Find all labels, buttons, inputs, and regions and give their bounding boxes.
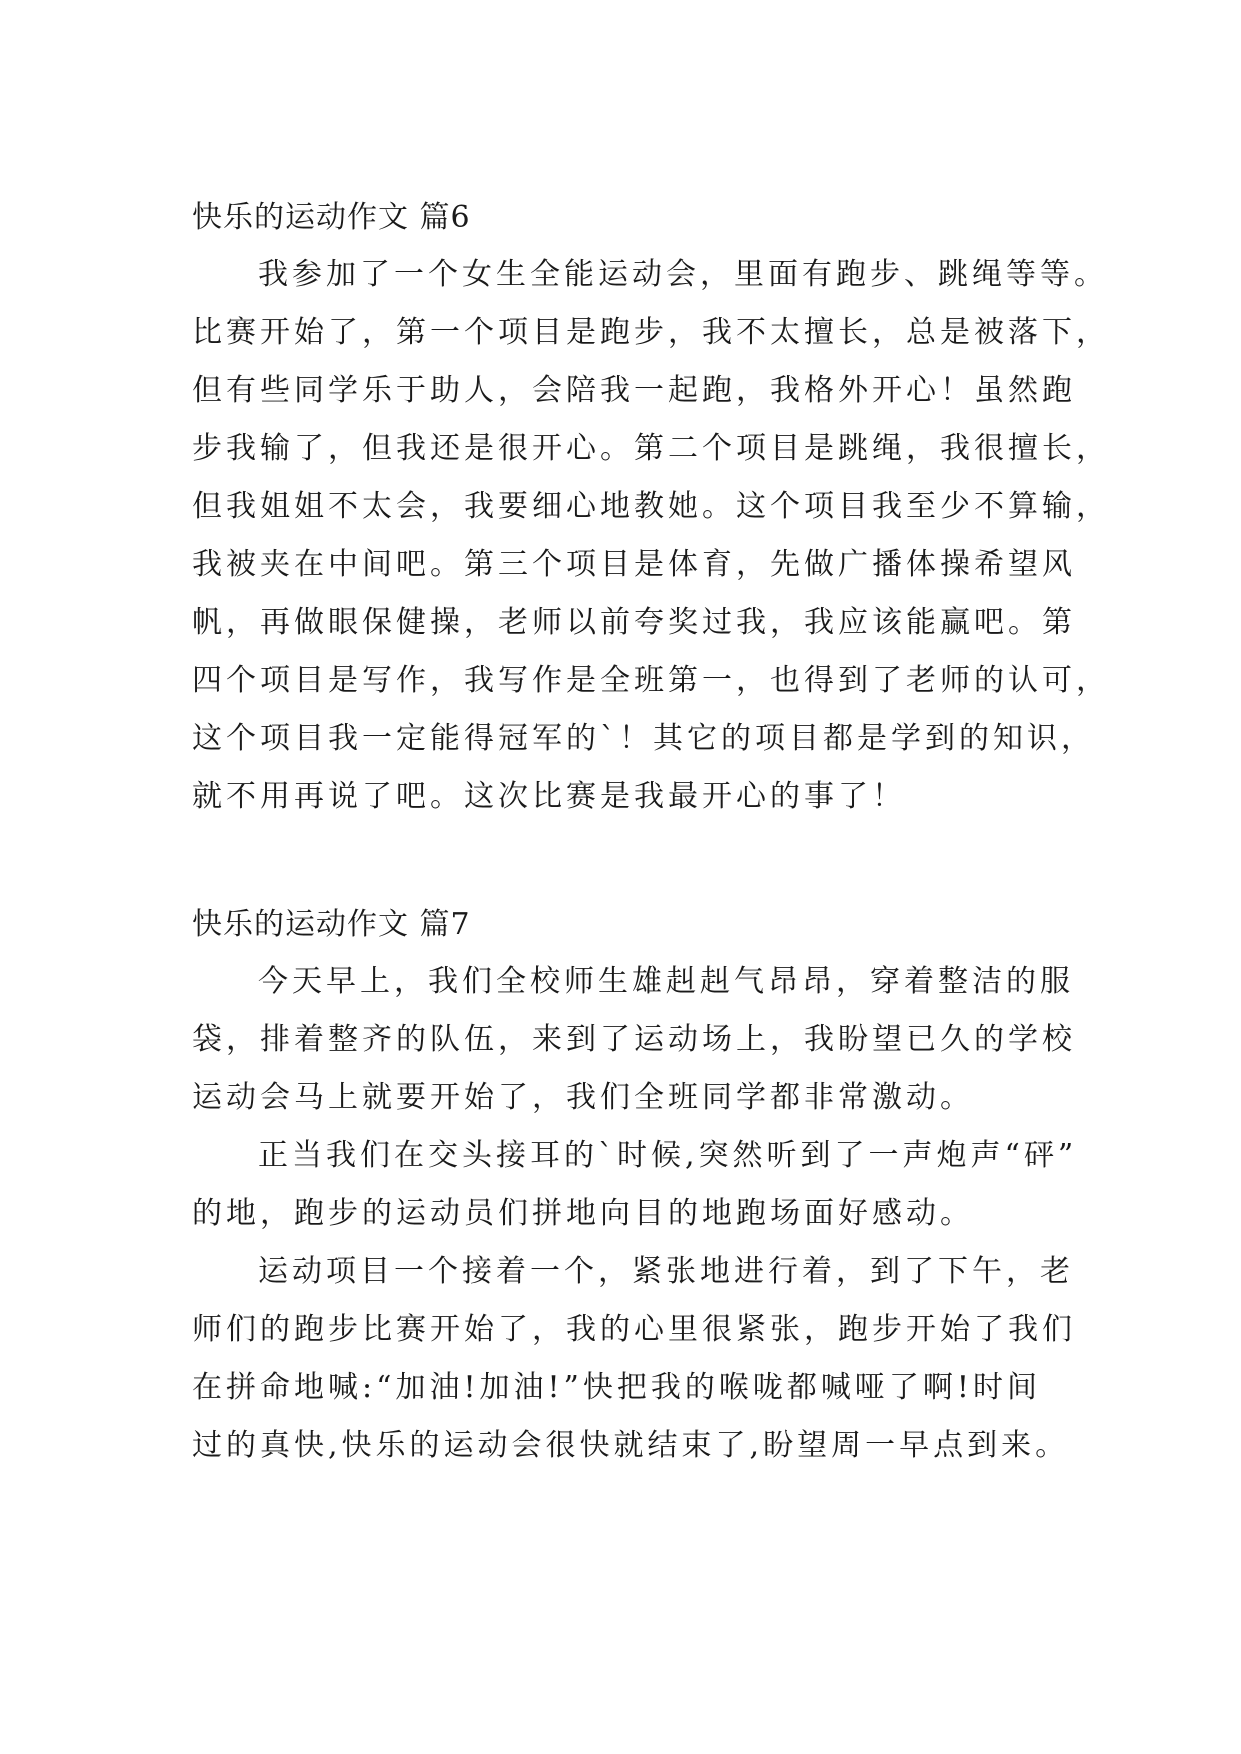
paragraph-line: 师们的跑步比赛开始了，我的心里很紧张，跑步开始了我们 [192,1312,1076,1347]
paragraph-line: 过的真快,快乐的运动会很快就结束了,盼望周一早点到来。 [192,1428,1070,1463]
paragraph-line: 这个项目我一定能得冠军的`！其它的项目都是学到的知识， [192,721,1095,756]
paragraph-line: 运动项目一个接着一个，紧张地进行着，到了下午，老 [258,1254,1074,1289]
section-heading: 快乐的运动作文 篇7 [192,907,471,942]
paragraph-line: 但我姐姐不太会，我要细心地教她。这个项目我至少不算输， [192,489,1110,524]
paragraph-line: 我被夹在中间吧。第三个项目是体育，先做广播体操希望风 [192,547,1076,582]
paragraph-line: 帆，再做眼保健操，老师以前夸奖过我，我应该能赢吧。第 [192,605,1076,640]
paragraph-line: 四个项目是写作，我写作是全班第一，也得到了老师的认可， [192,663,1110,698]
section-heading: 快乐的运动作文 篇6 [192,200,471,235]
paragraph-line: 比赛开始了，第一个项目是跑步，我不太擅长，总是被落下， [192,315,1110,350]
paragraph-line: 步我输了，但我还是很开心。第二个项目是跳绳，我很擅长， [192,431,1110,466]
paragraph-line: 今天早上，我们全校师生雄赳赳气昂昂，穿着整洁的服 [258,964,1074,999]
paragraph-line: 就不用再说了吧。这次比赛是我最开心的事了！ [192,779,906,814]
paragraph-line: 在拼命地喊:“加油!加油!”快把我的喉咙都喊哑了啊!时间 [192,1370,1041,1405]
paragraph-line: 我参加了一个女生全能运动会，里面有跑步、跳绳等等。 [258,257,1108,292]
paragraph-line: 正当我们在交头接耳的`时候,突然听到了一声炮声“砰” [258,1138,1078,1173]
paragraph-line: 运动会马上就要开始了，我们全班同学都非常激动。 [192,1080,974,1115]
paragraph-line: 袋，排着整齐的队伍，来到了运动场上，我盼望已久的学校 [192,1022,1076,1057]
paragraph-line: 但有些同学乐于助人，会陪我一起跑，我格外开心！虽然跑 [192,373,1076,408]
paragraph-line: 的地，跑步的运动员们拼地向目的地跑场面好感动。 [192,1196,974,1231]
